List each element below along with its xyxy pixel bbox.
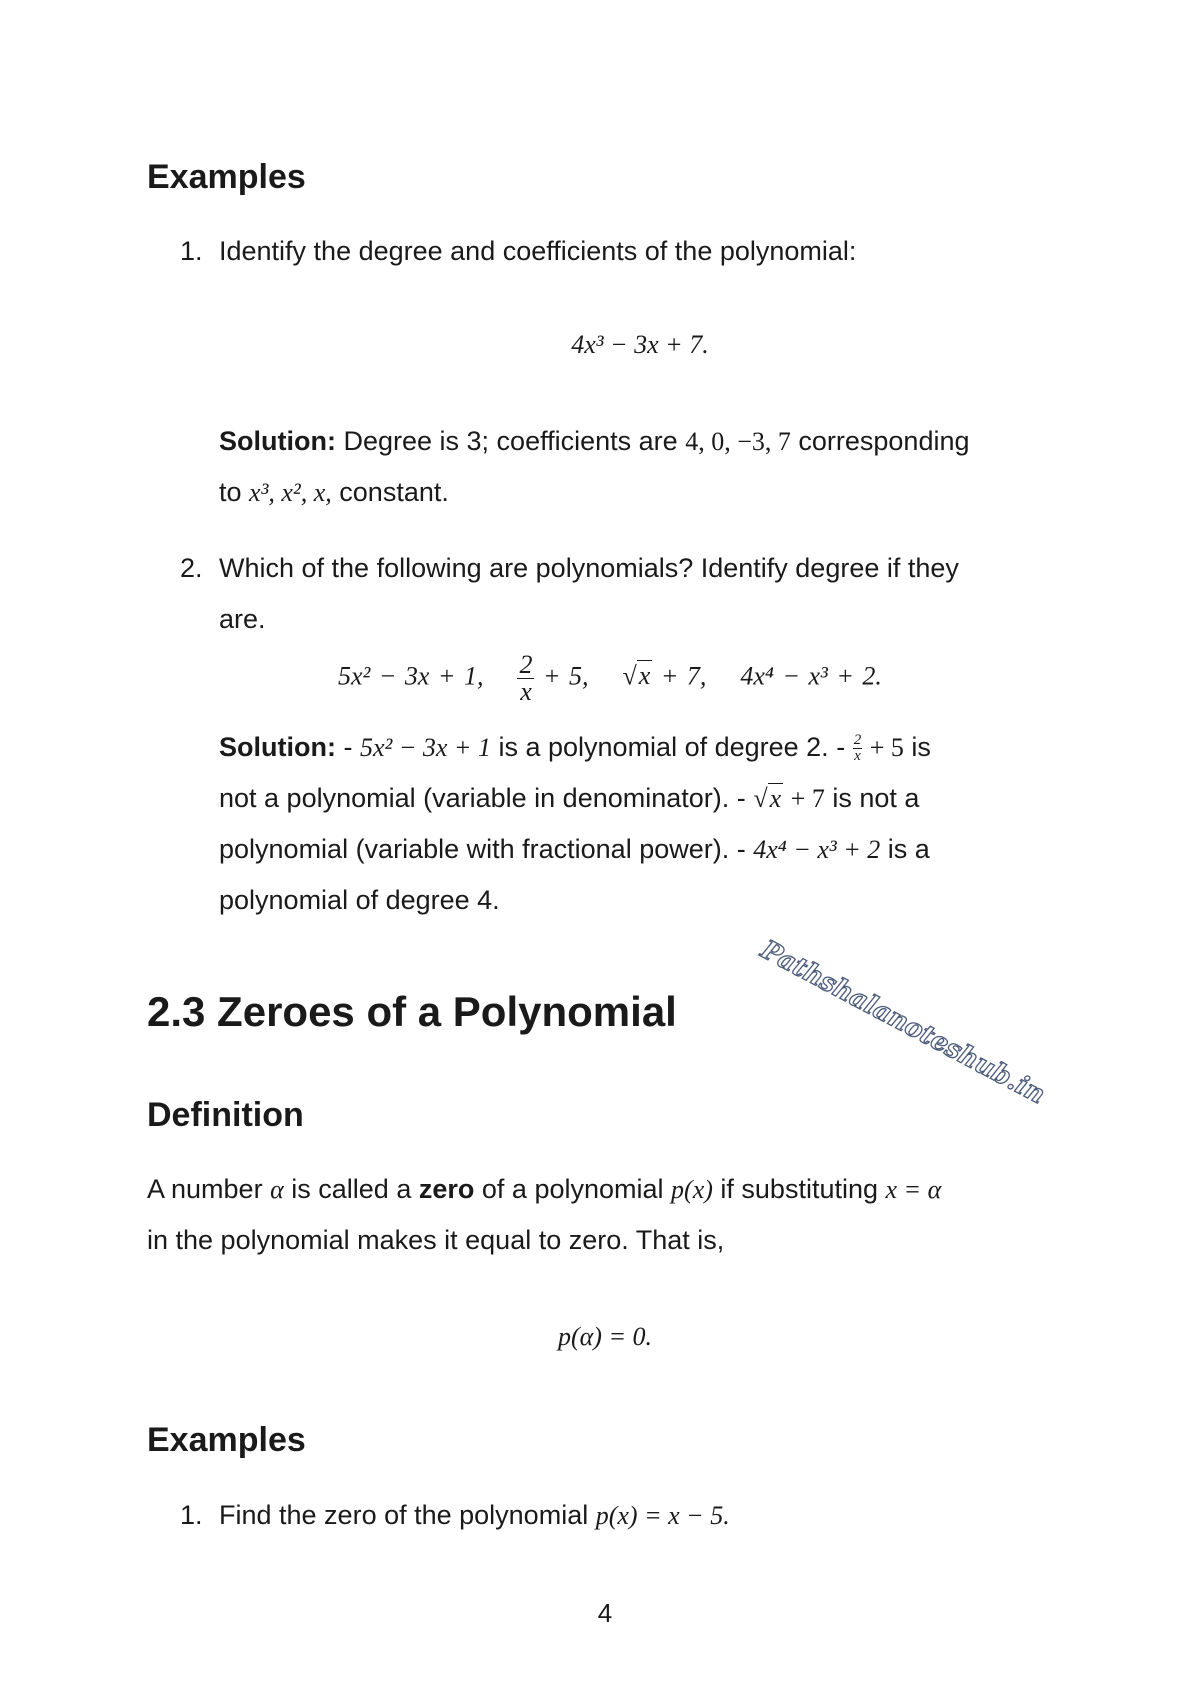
math: + 5 [869,733,904,762]
math: + 7 [790,784,825,813]
examples-heading: Examples [147,1421,306,1459]
example-1-solution [219,416,1069,518]
text: Find the zero of the polynomial [219,1500,589,1530]
list-number: 2. [180,553,203,583]
math: p(x) = x − 5. [595,1501,730,1530]
solution-text: is a polynomial of degree 2. [498,732,829,762]
text: if substituting [720,1174,878,1204]
math: p(x) [671,1175,713,1204]
denominator: x [854,748,861,765]
text: A number [147,1174,263,1204]
solution-text: polynomial of degree 4. [219,885,500,915]
fraction [517,652,534,705]
numerator: 2 [853,732,862,749]
definition-text [147,1164,1067,1266]
sqrt-arg: x [638,661,651,691]
coefficients: 4, 0, −3, 7 [685,427,791,456]
math: 5x² − 3x + 1 [360,733,491,762]
solution-text: to [219,477,242,507]
solution-label: Solution: [219,732,336,762]
math: α [270,1175,284,1204]
example-1-formula: 4x³ − 3x + 7. [571,330,709,359]
section-title: 2.3 Zeroes of a Polynomial [147,988,677,1035]
expr-1: 5x² − 3x + 1, [338,661,484,691]
expr-2: + 5, [542,661,589,691]
list-number: 1. [180,236,203,266]
terms: x³, x², x, [249,478,332,507]
solution-text: is [911,732,931,762]
solution-text: not a polynomial (variable in denominator). [219,783,730,813]
page-number: 4 [597,1598,613,1628]
solution-text: is not a [832,783,920,813]
definition-formula: p(α) = 0. [557,1322,652,1351]
examples-heading: Examples [147,158,306,196]
math: 4x⁴ − x³ + 2 [753,835,881,864]
example-2-question [219,543,1069,645]
question-text: Which of the following are polynomials? Identify degree if they [219,553,959,583]
dash: - [343,732,353,762]
text: is called a [291,1174,412,1204]
solution-text: is a [887,834,930,864]
dash: - [736,783,746,813]
expr-4: 4x⁴ − x³ + 2. [740,661,882,691]
numerator: 2 [519,650,533,679]
question-text: are. [219,604,266,634]
example-question [219,1490,730,1541]
example-2-solution [219,722,1079,926]
list-number: 1. [180,1500,203,1530]
solution-text: corresponding [798,426,970,456]
expr-3: + 7, [660,661,707,691]
solution-text: Degree is 3; coefficients are [343,426,678,456]
solution-text: constant. [339,477,449,507]
fraction [853,733,863,764]
example-2-formula: 5x² − 3x + 1, $\frac{2}{x}$ + 5, √x + 7, 4x⁴ − x³ + 2. [338,650,882,706]
watermark: Pathshalanoteshub.in [755,935,1050,1111]
term: zero [418,1174,475,1204]
dash: - [836,732,846,762]
solution-text: polynomial (variable with fractional power). [219,834,730,864]
text: in the polynomial makes it equal to zero. That is, [147,1225,725,1255]
text: of a polynomial [481,1174,664,1204]
sqrt-arg: x [769,784,782,813]
dash: - [736,834,746,864]
definition-heading: Definition [147,1096,304,1134]
solution-label: Solution: [219,426,336,456]
sqrt: √x [753,784,782,813]
example-1-question: Identify the degree and coefficients of the polynomial: [219,236,857,266]
denominator: x [520,677,532,706]
math: x = α [885,1175,942,1204]
